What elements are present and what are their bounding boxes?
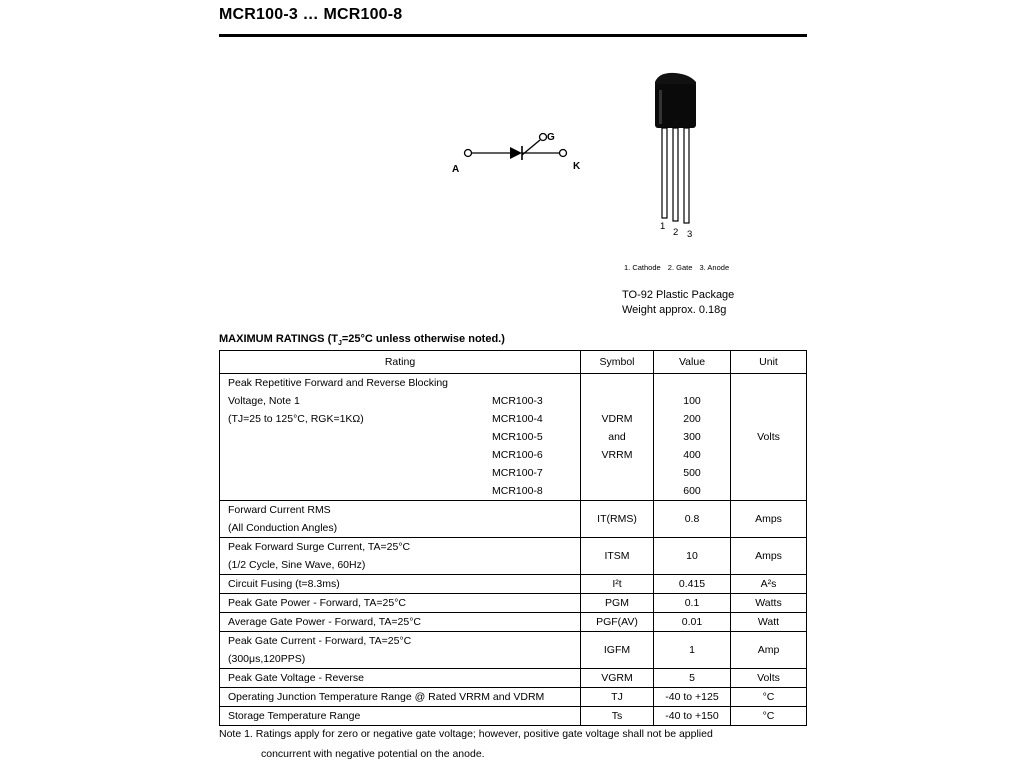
rating-text: Peak Gate Voltage - Reverse <box>228 672 364 684</box>
diode-triangle <box>510 147 522 159</box>
pin-3 <box>684 128 689 223</box>
heading-prefix: MAXIMUM RATINGS (T <box>219 333 338 345</box>
voltage-value: 600 <box>683 485 701 497</box>
value-cell: 0.1 <box>654 594 731 613</box>
device-name: MCR100-4 <box>492 413 543 425</box>
symbol-cell: IT(RMS) <box>581 501 654 538</box>
symbol-cell: Ts <box>581 707 654 726</box>
package-info <box>622 288 734 318</box>
unit-cell: Watts <box>731 594 807 613</box>
scr-symbol-diagram <box>440 125 600 185</box>
voltage-value: 500 <box>683 467 701 479</box>
rating-text: Peak Gate Power - Forward, TA=25°C <box>228 597 407 609</box>
anode-label: A <box>452 164 460 175</box>
pin-2-number: 2 <box>673 227 679 238</box>
package-weight: Weight approx. 0.18g <box>622 304 727 316</box>
note-line-1: Note 1. Ratings apply for zero or negative gate voltage; however, positive gate voltage shall not be applied <box>219 728 713 740</box>
symbol-cell: ITSM <box>581 538 654 575</box>
rating-cell <box>220 575 581 594</box>
device-name: MCR100-8 <box>492 485 543 497</box>
voltage-device-line <box>228 446 572 464</box>
note-line-2: concurrent with negative potential on the anode. <box>261 748 485 760</box>
voltage-rating-line: (TJ=25 to 125°C, RGK=1KΩ) <box>228 413 364 425</box>
voltage-unit-cell: Volts <box>731 374 807 501</box>
max-ratings-table <box>219 350 807 726</box>
rating-text: Average Gate Power - Forward, TA=25°C <box>228 616 421 628</box>
symbol-cell: VGRM <box>581 669 654 688</box>
package-highlight <box>659 90 662 124</box>
voltage-value-cell <box>654 374 731 501</box>
voltage-symbol-line: VRRM <box>601 449 633 461</box>
voltage-symbol-line: and <box>608 431 626 443</box>
device-name: MCR100-6 <box>492 449 543 461</box>
table-row <box>220 707 807 726</box>
value-cell: -40 to +125 <box>654 688 731 707</box>
unit-cell: Amps <box>731 538 807 575</box>
rating-cell <box>220 594 581 613</box>
value-cell: 0.01 <box>654 613 731 632</box>
cathode-label: K <box>573 161 581 172</box>
table-row <box>220 501 807 538</box>
rating-cell <box>220 501 581 538</box>
table-row-voltage <box>220 374 807 501</box>
rating-cell <box>220 669 581 688</box>
voltage-rating-cell <box>220 374 581 501</box>
title-rule <box>219 34 807 37</box>
pin-3-number: 3 <box>687 229 693 240</box>
pin-legend <box>624 263 734 272</box>
rating-cell <box>220 613 581 632</box>
header-symbol: Symbol <box>581 351 654 374</box>
rating-text: Circuit Fusing (t=8.3ms) <box>228 578 340 590</box>
value-cell: 1 <box>654 632 731 669</box>
footnote <box>219 724 713 764</box>
value-cell: -40 to +150 <box>654 707 731 726</box>
rating-text: (300μs,120PPS) <box>228 653 306 665</box>
table-header-row <box>220 351 807 374</box>
pin-label-gate: 2. Gate <box>667 263 693 272</box>
pin-label-cathode: 1. Cathode <box>624 263 661 272</box>
rating-text: Peak Forward Surge Current, TA=25°C <box>228 541 411 553</box>
rating-cell <box>220 538 581 575</box>
unit-cell: °C <box>731 707 807 726</box>
rating-cell <box>220 707 581 726</box>
device-name: MCR100-7 <box>492 467 543 479</box>
voltage-device-line <box>228 482 572 500</box>
voltage-value: 200 <box>683 413 701 425</box>
table-row <box>220 575 807 594</box>
voltage-symbol-cell <box>581 374 654 501</box>
voltage-value: 300 <box>683 431 701 443</box>
voltage-rating-line: Peak Repetitive Forward and Reverse Blocking <box>228 377 449 389</box>
pin-1-number: 1 <box>660 221 666 232</box>
table-row <box>220 632 807 669</box>
rating-text: (1/2 Cycle, Sine Wave, 60Hz) <box>228 559 366 571</box>
symbol-cell: I²t <box>581 575 654 594</box>
header-value: Value <box>654 351 731 374</box>
package-name: TO-92 Plastic Package <box>622 289 735 301</box>
voltage-value: 100 <box>683 395 701 407</box>
table-row <box>220 688 807 707</box>
value-cell: 0.415 <box>654 575 731 594</box>
unit-cell: A²s <box>731 575 807 594</box>
max-ratings-heading <box>219 333 505 347</box>
value-cell: 10 <box>654 538 731 575</box>
gate-label: G <box>547 132 555 143</box>
anode-terminal <box>465 150 472 157</box>
gate-terminal <box>540 134 547 141</box>
voltage-device-line <box>228 428 572 446</box>
unit-cell: °C <box>731 688 807 707</box>
rating-cell <box>220 688 581 707</box>
device-name: MCR100-5 <box>492 431 543 443</box>
pin-2 <box>673 128 678 221</box>
rating-text: Forward Current RMS <box>228 504 331 516</box>
rating-text: Peak Gate Current - Forward, TA=25°C <box>228 635 412 647</box>
table-row <box>220 594 807 613</box>
pin-label-anode: 3. Anode <box>699 263 730 272</box>
header-unit: Unit <box>731 351 807 374</box>
unit-cell: Amp <box>731 632 807 669</box>
to92-package-illustration <box>645 70 725 245</box>
rating-cell <box>220 632 581 669</box>
unit-cell: Amps <box>731 501 807 538</box>
voltage-symbol-line: VDRM <box>601 413 633 425</box>
rating-text: Storage Temperature Range <box>228 710 361 722</box>
symbol-cell: PGF(AV) <box>581 613 654 632</box>
value-cell: 0.8 <box>654 501 731 538</box>
rating-text: (All Conduction Angles) <box>228 522 338 534</box>
heading-suffix: =25°C unless otherwise noted.) <box>341 333 505 345</box>
cathode-terminal <box>560 150 567 157</box>
voltage-device-line <box>228 464 572 482</box>
unit-cell: Watt <box>731 613 807 632</box>
symbol-cell: IGFM <box>581 632 654 669</box>
rating-text: Operating Junction Temperature Range @ Rated VRRM and VDRM <box>228 691 545 703</box>
voltage-value: 400 <box>683 449 701 461</box>
voltage-rating-line: Voltage, Note 1 <box>228 395 300 407</box>
page-title: MCR100-3 … MCR100-8 <box>219 6 403 23</box>
table-row <box>220 669 807 688</box>
table-row <box>220 613 807 632</box>
pin-1 <box>662 128 667 218</box>
header-rating: Rating <box>220 351 581 374</box>
value-cell: 5 <box>654 669 731 688</box>
symbol-cell: TJ <box>581 688 654 707</box>
table-row <box>220 538 807 575</box>
symbol-cell: PGM <box>581 594 654 613</box>
device-name: MCR100-3 <box>492 395 543 407</box>
voltage-device-line <box>228 410 572 428</box>
voltage-device-line <box>228 392 572 410</box>
unit-cell: Volts <box>731 669 807 688</box>
heading-subscript: J <box>337 340 342 348</box>
